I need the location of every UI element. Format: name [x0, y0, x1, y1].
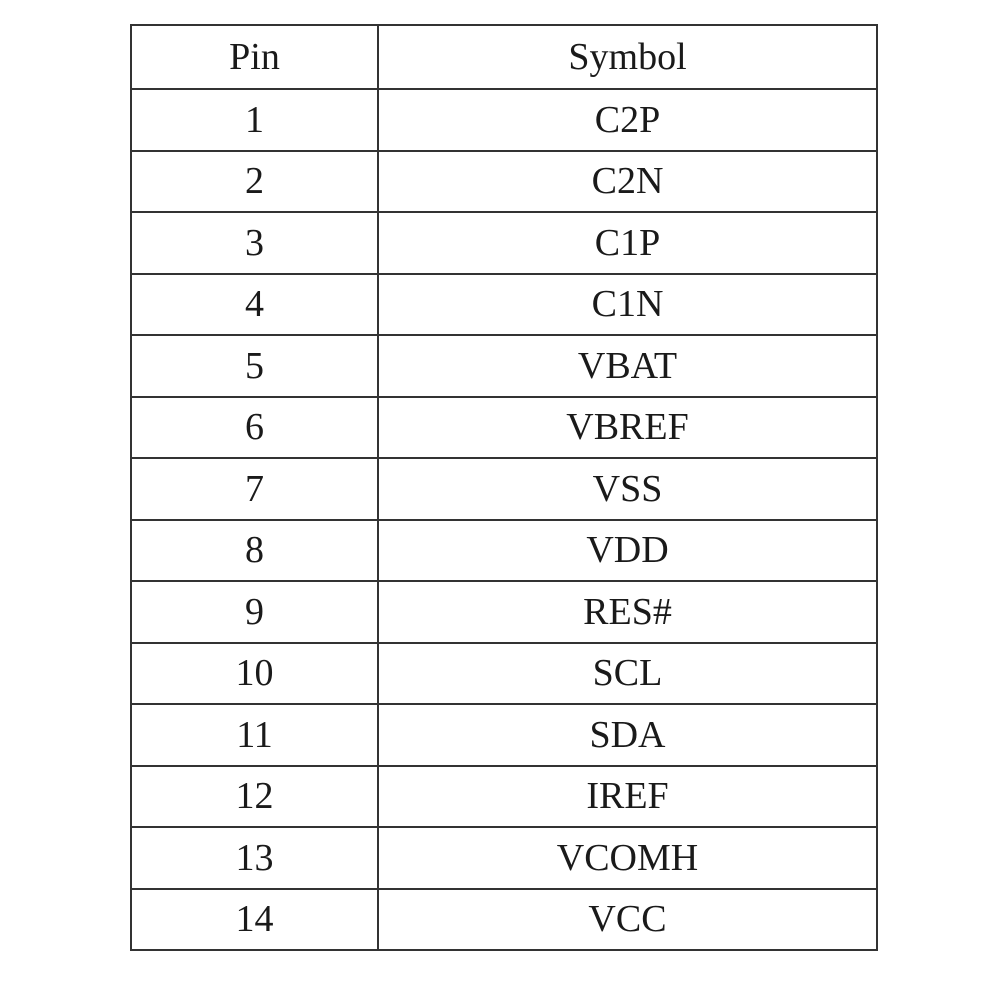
symbol-cell: SCL [378, 643, 877, 705]
pin-cell: 1 [131, 89, 378, 151]
symbol-cell: C1N [378, 274, 877, 336]
pin-cell: 4 [131, 274, 378, 336]
table-row [131, 520, 877, 582]
table-row [131, 827, 877, 889]
pin-cell: 3 [131, 212, 378, 274]
pin-cell: 14 [131, 889, 378, 951]
pin-cell: 13 [131, 827, 378, 889]
header-pin: Pin [131, 25, 378, 89]
pin-cell: 7 [131, 458, 378, 520]
symbol-cell: C2P [378, 89, 877, 151]
pin-cell: 8 [131, 520, 378, 582]
symbol-cell: SDA [378, 704, 877, 766]
pin-symbol-table [130, 24, 878, 951]
table-row [131, 581, 877, 643]
table-row [131, 335, 877, 397]
table-row [131, 212, 877, 274]
pin-cell: 6 [131, 397, 378, 459]
table-row [131, 889, 877, 951]
table-row [131, 151, 877, 213]
symbol-cell: VCC [378, 889, 877, 951]
symbol-cell: C2N [378, 151, 877, 213]
symbol-cell: C1P [378, 212, 877, 274]
pin-cell: 2 [131, 151, 378, 213]
table-row [131, 89, 877, 151]
table-row [131, 766, 877, 828]
symbol-cell: VDD [378, 520, 877, 582]
pin-cell: 9 [131, 581, 378, 643]
symbol-cell: VSS [378, 458, 877, 520]
pin-cell: 10 [131, 643, 378, 705]
table-header-row [131, 25, 877, 89]
symbol-cell: RES# [378, 581, 877, 643]
pin-cell: 11 [131, 704, 378, 766]
symbol-cell: IREF [378, 766, 877, 828]
table-row [131, 458, 877, 520]
pin-cell: 12 [131, 766, 378, 828]
header-symbol: Symbol [378, 25, 877, 89]
table-row [131, 643, 877, 705]
symbol-cell: VBAT [378, 335, 877, 397]
table-row [131, 397, 877, 459]
table-row [131, 704, 877, 766]
table-row [131, 274, 877, 336]
symbol-cell: VBREF [378, 397, 877, 459]
symbol-cell: VCOMH [378, 827, 877, 889]
pin-cell: 5 [131, 335, 378, 397]
